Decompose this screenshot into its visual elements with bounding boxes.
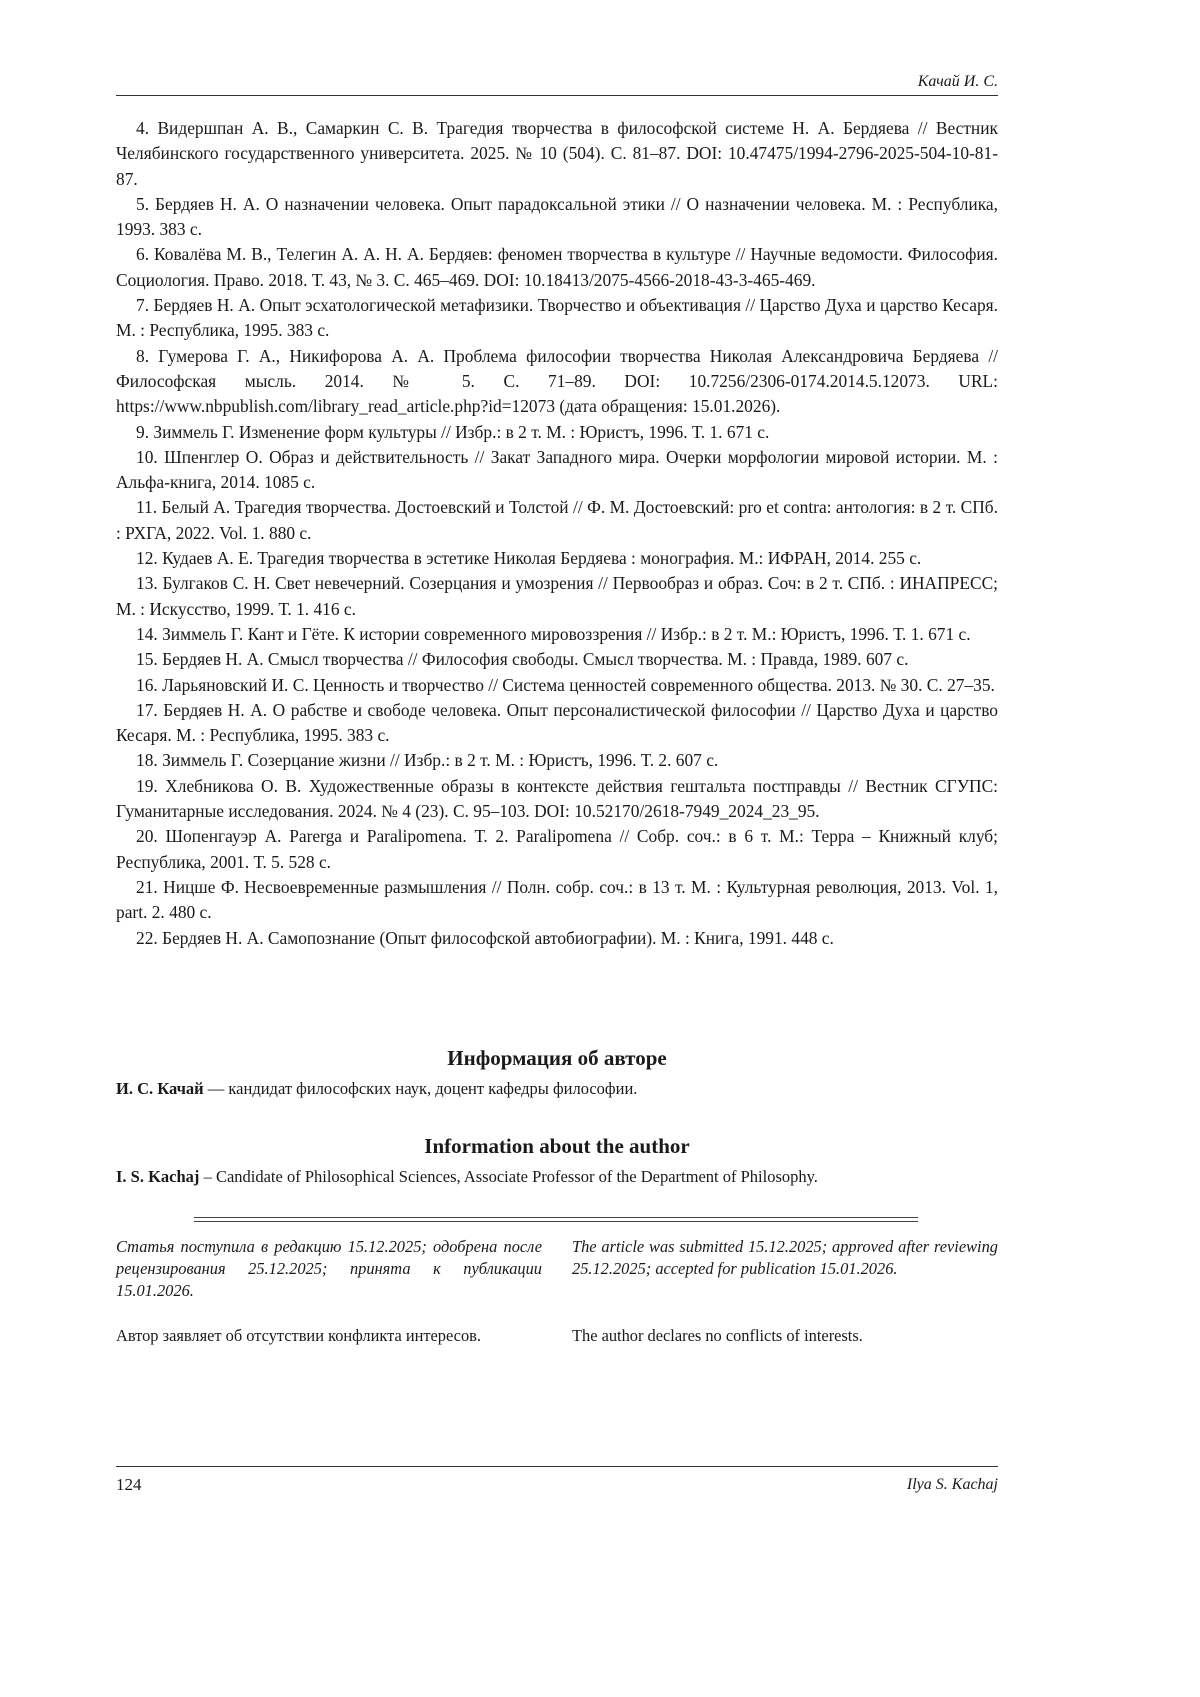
reference-item: 6. Ковалёва М. В., Телегин А. А. Н. А. Бердяев: феномен творчества в культуре // Научные ведомости. Философия. Социология. Право. 2018. Т. 43, № 3. С. 465–469. DOI: 10.18413/2075-4566-2018-43-3-465-469.	[116, 244, 998, 290]
author-info-ru-title: Информация об авторе	[447, 1046, 667, 1070]
header-rule	[116, 95, 998, 96]
running-head: Качай И. С.	[917, 73, 998, 90]
reference-item: 5. Бердяев Н. А. О назначении человека. Опыт парадоксальной этики // О назначении человека. М. : Республика, 1993. 383 с.	[116, 193, 998, 240]
reference-item: 22. Бердяев Н. А. Самопознание (Опыт философской автобиографии). М. : Книга, 1991. 448 с.	[136, 927, 834, 948]
reference-item: 7. Бердяев Н. А. Опыт эсхатологической метафизики. Творчество и объективация // Царство Духа и царство Кесаря. М. : Республика, 1995. 383 с.	[116, 295, 998, 341]
reference-item: 15. Бердяев Н. А. Смысл творчества // Философия свободы. Смысл творчества. М. : Правда, 1989. 607 с.	[136, 649, 909, 670]
reference-item: 17. Бердяев Н. А. О рабстве и свободе человека. Опыт персоналистической философии // Царство Духа и царство Кесаря. М. : Республика, 1995. 383 с.	[116, 699, 998, 746]
reference-item: 14. Зиммель Г. Кант и Гёте. К истории современного мировоззрения // Избр.: в 2 т. М.: Юристъ, 1996. Т. 1. 671 с.	[136, 623, 971, 644]
author-info-ru	[116, 1078, 998, 1100]
reference-item: 12. Кудаев А. Е. Трагедия творчества в эстетике Николая Бердяева : монография. М.: ИФРАН, 2014. 255 с.	[136, 548, 922, 569]
author-info-en	[116, 1166, 998, 1188]
reference-item: 19. Хлебникова О. В. Художественные образы в контексте действия гештальта постправды // Вестник СГУПС: Гуманитарные исследования. 2024. № 4 (23). С. 95–103. DOI: 10.52170/2618-7949_2024_23_95.	[116, 775, 998, 822]
footer-author: Ilya S. Kachaj	[906, 1476, 998, 1493]
conflict-statement-en: The author declares no conflicts of interests.	[572, 1326, 863, 1345]
double-divider	[194, 1217, 918, 1222]
reference-item: 10. Шпенглер О. Образ и действительность // Закат Западного мира. Очерки морфологии мировой истории. М. : Альфа-книга, 2014. 1085 с.	[116, 446, 998, 493]
submission-dates-ru: Статья поступила в редакцию 15.12.2025; одобрена после рецензирования 25.12.2025; принята к публикации 15.01.2026.	[116, 1237, 542, 1300]
conflict-statement-ru: Автор заявляет об отсутствии конфликта интересов.	[116, 1326, 481, 1345]
author-description-en: – Candidate of Philosophical Sciences, Associate Professor of the Department of Philosophy.	[199, 1167, 818, 1186]
reference-item: 21. Ницше Ф. Несвоевременные размышления // Полн. собр. соч.: в 13 т. М. : Культурная революция, 2013. Vol. 1, part. 2. 480 с.	[116, 876, 998, 923]
reference-item: 4. Видершпан А. В., Самаркин С. В. Трагедия творчества в философской системе Н. А. Бердяева // Вестник Челябинского государственного университета. 2025. № 10 (504). С. 81–87. DOI: 10.47475/1994-2796-2025-504-10-81-87.	[116, 118, 998, 189]
reference-item: 11. Белый А. Трагедия творчества. Достоевский и Толстой // Ф. М. Достоевский: pro et contra: антология: в 2 т. СПб. : РХГА, 2022. Vol. 1. 880 с.	[116, 497, 998, 543]
reference-item: 9. Зиммель Г. Изменение форм культуры // Избр.: в 2 т. М. : Юристъ, 1996. Т. 1. 671 с.	[136, 421, 770, 442]
reference-item: 16. Ларьяновский И. С. Ценность и творчество // Система ценностей современного общества. 2013. № 30. С. 27–35.	[136, 674, 995, 695]
page-number: 124	[116, 1475, 142, 1494]
submission-dates-en: The article was submitted 15.12.2025; approved after reviewing 25.12.2025; accepted for publication 15.01.2026.	[572, 1237, 998, 1278]
reference-item: 20. Шопенгауэр А. Parerga и Paralipomena. Т. 2. Paralipomena // Собр. соч.: в 6 т. М.: Терра – Книжный клуб; Республика, 2001. Т. 5. 528 с.	[116, 826, 998, 872]
reference-item: 18. Зиммель Г. Созерцание жизни // Избр.: в 2 т. М. : Юристъ, 1996. Т. 2. 607 с.	[136, 750, 719, 771]
author-name-en: I. S. Kachaj	[116, 1167, 200, 1186]
references-list	[116, 116, 998, 951]
reference-item: 13. Булгаков С. Н. Свет невечерний. Созерцания и умозрения // Первообраз и образ. Соч: в 2 т. СПб. : ИНАПРЕСС; М. : Искусство, 1999. Т. 1. 416 с.	[116, 573, 998, 619]
reference-item: 8. Гумерова Г. А., Никифорова А. А. Проблема философии творчества Николая Александровича Бердяева // Философская мысль. 2014. № 5. С. 71–89. DOI: 10.7256/2306-0174.2014.5.12073. URL: https://www.nbpublish.com/library_read_article.php?id=12073 (дата обращения: 15.01.2026).	[116, 345, 998, 417]
author-info-en-title: Information about the author	[424, 1134, 690, 1158]
footer-rule	[116, 1466, 998, 1467]
author-name-ru: И. С. Качай	[116, 1079, 204, 1098]
author-description-ru: — кандидат философских наук, доцент кафедры философии.	[203, 1079, 638, 1098]
